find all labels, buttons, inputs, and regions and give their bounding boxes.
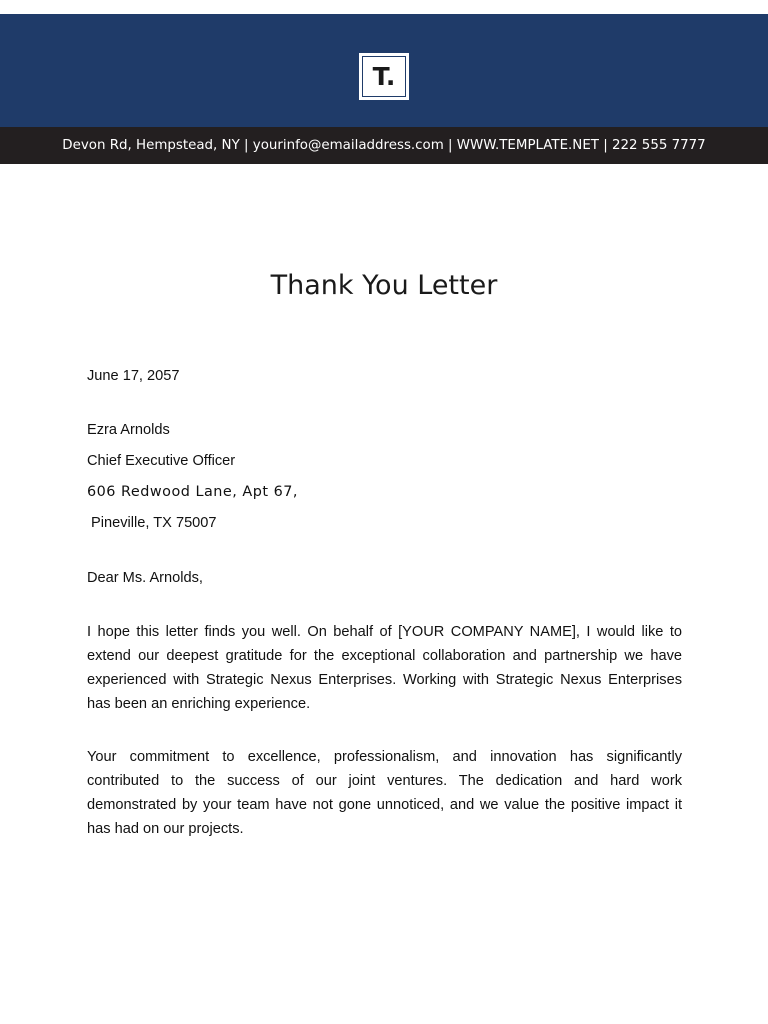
- contact-info: Devon Rd, Hempstead, NY | yourinfo@emailaddress.com | WWW.TEMPLATE.NET | 222 555 7777: [62, 138, 706, 153]
- letter-date: June 17, 2057: [87, 368, 180, 384]
- top-margin: [0, 0, 768, 14]
- company-logo: [359, 53, 409, 100]
- contact-bar: [0, 127, 768, 164]
- letterhead-band: [0, 14, 768, 127]
- logo-text: T.: [372, 62, 396, 91]
- body-paragraph-2: Your commitment to excellence, professionalism, and innovation has significantly contributed to the success of our joint ventures. The dedication and hard work demonstrated by your team have not gone unnoticed, and we value the positive impact it has had on our projects.: [87, 749, 682, 837]
- recipient-address-line2: Pineville, TX 75007: [87, 515, 217, 531]
- recipient-address-line1: 606 Redwood Lane, Apt 67,: [87, 484, 299, 500]
- letter-title: Thank You Letter: [270, 270, 498, 301]
- recipient-name: Ezra Arnolds: [87, 422, 170, 438]
- body-paragraph-1: I hope this letter finds you well. On behalf of [YOUR COMPANY NAME], I would like to extend our deepest gratitude for the exceptional collaboration and partnership we have experienced with Strategic Nexus Enterprises. Working with Strategic Nexus Enterprises has been an enriching experience.: [87, 624, 682, 712]
- recipient-position: Chief Executive Officer: [87, 453, 236, 469]
- salutation: Dear Ms. Arnolds,: [87, 570, 203, 586]
